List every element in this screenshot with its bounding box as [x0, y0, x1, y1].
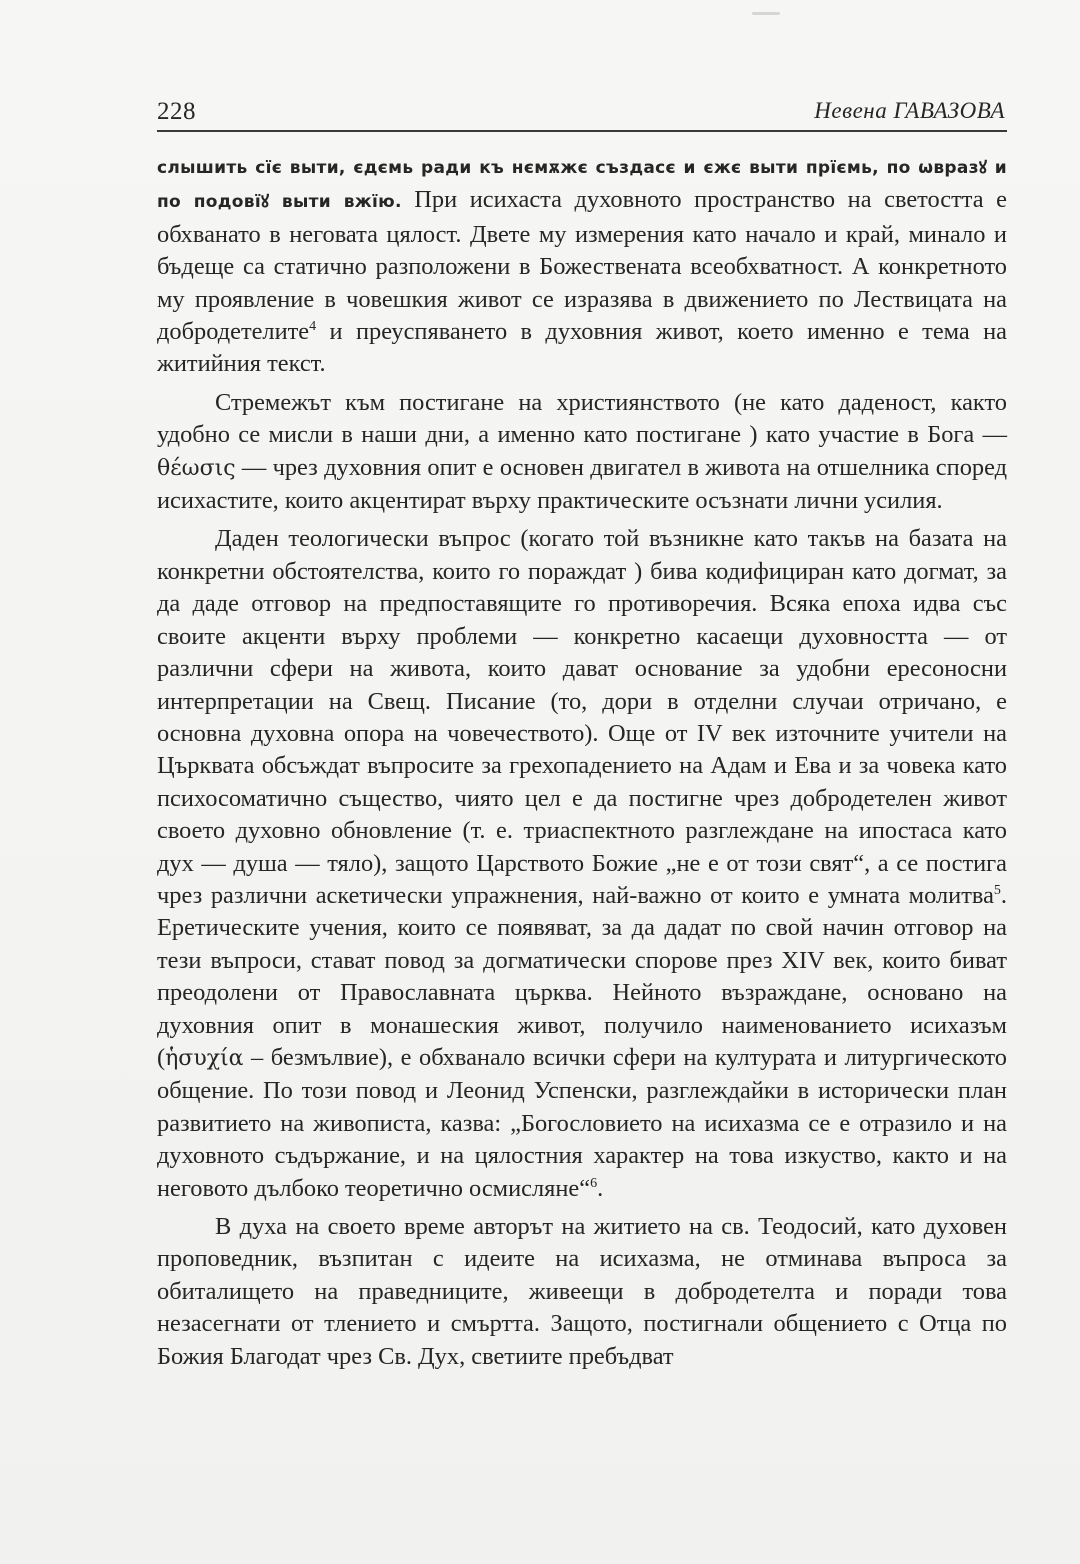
paragraph-2 — [157, 387, 1007, 518]
paragraph-4-text: В духа на своето време авторът на житието на св. Теодосий, като духовен проповедник, възпитан с идеите на исихазма, не отминава въпроса за обиталището на праведниците, живеещи в добродетелта и поради това незасегнати от тлението и смъртта. Защото, постигнали общението с Отца по Божия Благодат чрез Св. Дух, светиите пребъдват — [157, 1213, 1007, 1370]
paragraph-3-text: Даден теологически въпрос (когато той възникне като такъв на базата на конкретни обстоятелства, които го пораждат ) бива кодифициран като догмат, за да даде отговор на предпоставящите го противоречия. Всяка епоха идва със своите акценти върху проблеми — конкретно касаещи духовността — от различни сфери на живота, които дават основание за удобни ересоносни интерпретации на Свещ. Писание (то, дори в отделни случаи отричано, е основна духовна опора на човечеството). Още от IV век източните учители на Църквата обсъждат въпросите за грехопадението на Адам и Ева и за човека като психосоматично същество, чиято цел е да постигне чрез добродетелен живот своето духовно обновление (т. е. триаспектното разглеждане на ипостаса като дух — душа — тяло), защото Царството Божие „не е от този свят“, а се постига чрез различни аскетически упражнения, най-важно от които е умната молитва — [157, 525, 1007, 909]
body-text — [157, 150, 1007, 1379]
paragraph-4 — [157, 1211, 1007, 1373]
church-slavonic-quote: слышить сїє выти, єдємь ради къ нємѫжє създасє и єжє выти прїємь, по ѡвразꙋ и по подовїꙋ выти вжїю. — [157, 158, 1007, 213]
page-number: 228 — [157, 98, 196, 125]
paragraph-2-text: Стремежът към постигане на християнството (не като даденост, както удобно се мисли в наши дни, а именно като постигане ) като участие в Бога — — [157, 388, 1007, 449]
greek-term-theosis: θέωσις — [157, 455, 236, 481]
paragraph-3 — [157, 523, 1007, 1205]
paragraph-1 — [157, 150, 1007, 381]
footnote-ref-6[interactable]: 6 — [590, 1175, 598, 1191]
paragraph-3-text-middle-2: – безмълвие), е обхванало всички сфери на културата и литургическото общение. По този повод и Леонид Успенски, разглеждайки в исторически план развитието на живописта, казва: „Богословието на исихазма се е отразило и на духовното съдържание, и на цялостния характер на това изкуство, както и на неговото дълбоко теоретично осмисляне“ — [157, 1043, 1007, 1202]
page-header — [157, 94, 1007, 132]
footnote-ref-5[interactable]: 5 — [993, 882, 1001, 898]
footnote-ref-4[interactable]: 4 — [309, 318, 317, 334]
paragraph-3-text-end: . — [597, 1174, 604, 1202]
paragraph-2-text-end: — чрез духовния опит е основен двигател в живота на отшелника според исихастите, които акцентират върху практическите осъзнати лични усилия. — [157, 453, 1007, 515]
scan-mark — [752, 12, 780, 15]
running-head-author: Невена ГАВАЗОВА — [814, 98, 1005, 123]
greek-term-hesychia: ἡσυχία — [165, 1045, 244, 1071]
paragraph-3-text-middle: . Еретическите учения, които се появяват, за да дадат по свой начин отговор на тези въпроси, стават повод за догматически спорове през XIV век, които биват преодолени от Православната църква. Нейното възраждане, основано на духовния опит в монашеския живот, получило наименованието исихазъм ( — [157, 881, 1007, 1071]
paragraph-1-text: При исихаста духовното пространство на светостта е обхванато в неговата цялост. Двете му измерения като начало и край, минало и бъдеще са статично разположени в Божествената всеобхватност. А конкретното му проявление в човешкия живот се изразява в движението по Лествицата на добродетелите — [157, 186, 1007, 346]
paragraph-1-text-end: и преуспяването в духовния живот, което именно е тема на житийния текст. — [157, 318, 1007, 378]
